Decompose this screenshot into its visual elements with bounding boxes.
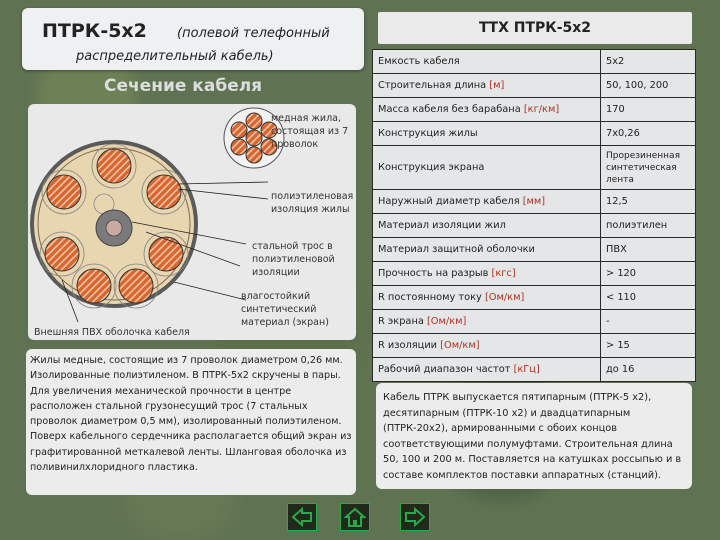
spec-value: 12,5 <box>601 190 696 214</box>
spec-value: до 16 <box>601 358 696 382</box>
spec-value: - <box>601 310 696 334</box>
label-core-insulation: полиэтиленовая изоляция жилы <box>271 191 354 215</box>
spec-value: 50, 100, 200 <box>601 74 696 98</box>
title-box <box>22 8 364 70</box>
spec-unit: [м] <box>489 80 505 91</box>
spec-param: Конструкция жилы <box>378 128 478 139</box>
table-row <box>373 238 696 262</box>
spec-value: 7х0,26 <box>601 122 696 146</box>
arrow-right-icon <box>400 503 430 531</box>
home-icon <box>340 503 370 531</box>
table-row <box>373 334 696 358</box>
spec-param: R экрана <box>378 316 427 327</box>
table-row <box>373 50 696 74</box>
section-title: Сечение кабеля <box>104 76 263 96</box>
note-text: Кабель ПТРК выпускается пятипарным (ПТРК-5 х2), десятипарным (ПТРК-10 х2) и двадцатипарным (ПТРК-20х2), армированными с обоих концов соответствующими полумуфтами. Строительная длина 50, 100 и 200 м. Поставляется на катушках россыпью и в составе комплектов поставки аппаратных (станций). <box>383 392 682 481</box>
spec-param: Материал защитной оболочки <box>378 244 535 255</box>
table-row <box>373 358 696 382</box>
note-box <box>376 383 692 489</box>
description-box <box>26 349 356 495</box>
spec-value: ПВХ <box>601 238 696 262</box>
spec-value: > 15 <box>601 334 696 358</box>
table-row <box>373 122 696 146</box>
spec-param: Емкость кабеля <box>378 56 460 67</box>
table-row <box>373 214 696 238</box>
table-row <box>373 146 696 190</box>
table-row <box>373 286 696 310</box>
label-steel-wire: стальной трос в полиэтиленовой изоляции <box>252 241 335 278</box>
spec-value: 5х2 <box>601 50 696 74</box>
specs-header <box>378 12 692 44</box>
specs-title: ТТХ ПТРК-5х2 <box>478 20 592 36</box>
home-button[interactable] <box>340 503 370 531</box>
label-screen: влагостойкий синтетический материал (экран) <box>241 291 329 328</box>
spec-param: Рабочий диапазон частот <box>378 364 514 375</box>
forward-button[interactable] <box>400 503 430 531</box>
spec-unit: [Ом/км] <box>484 292 525 303</box>
spec-unit: [Ом/км] <box>440 340 480 351</box>
spec-unit: [кгс] <box>491 268 516 279</box>
spec-value: полиэтилен <box>601 214 696 238</box>
spec-value: < 110 <box>601 286 696 310</box>
spec-param: Материал изоляции жил <box>378 220 506 231</box>
spec-param: Прочность на разрыв <box>378 268 492 279</box>
label-copper-core: медная жила, состоящая из 7 проволок <box>271 113 349 150</box>
spec-param: R изоляции <box>378 340 441 351</box>
table-row <box>373 262 696 286</box>
label-outer-sheath: Внешняя ПВХ оболочка кабеля <box>34 327 190 338</box>
spec-unit: [кг/км] <box>523 104 560 115</box>
table-row <box>373 190 696 214</box>
spec-value: Прорезиненная синтетическая лента <box>601 146 696 190</box>
description-text: Жилы медные, состоящие из 7 проволок диаметром 0,26 мм. Изолированные полиэтиленом. В ПТРК-5х2 скручены в пары. Для увеличения механической прочности в центре расположен стальной грузонесущий трос (7 стальных проволок диаметром 0,5 мм), изолированный полиэтиленом. Поверх кабельного сердечника располагается общий экран из графитированной меткалевой ленты. Шланговая оболочка из поливинилхлоридного пластика. <box>30 355 352 474</box>
spec-value: > 120 <box>601 262 696 286</box>
specs-table <box>372 49 696 382</box>
spec-param: R постоянному току <box>378 292 485 303</box>
spec-unit: [Ом/км] <box>426 316 467 327</box>
spec-param: Конструкция экрана <box>378 162 485 173</box>
page-title: ПТРК-5х2 <box>42 20 147 42</box>
page-subtitle-part1: (полевой телефонный <box>177 26 330 41</box>
cable-cross-section <box>28 104 356 340</box>
spec-param: Строительная длина <box>378 80 490 91</box>
spec-value: 170 <box>601 98 696 122</box>
table-row <box>373 74 696 98</box>
page-subtitle-part2: распределительный кабель) <box>76 49 274 64</box>
back-button[interactable] <box>287 503 317 531</box>
spec-unit: [кГц] <box>513 364 540 375</box>
spec-unit: [мм] <box>522 196 546 207</box>
arrow-left-icon <box>287 503 317 531</box>
table-row <box>373 310 696 334</box>
spec-param: Масса кабеля без барабана <box>378 104 524 115</box>
table-row <box>373 98 696 122</box>
spec-param: Наружный диаметр кабеля <box>378 196 523 207</box>
